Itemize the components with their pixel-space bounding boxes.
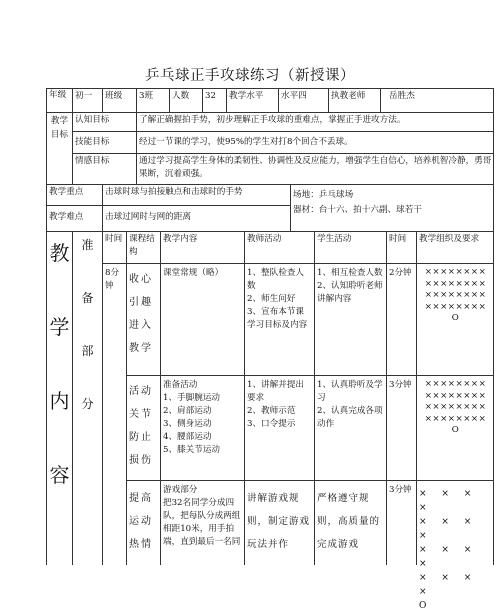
table-row-time: 3分钟 [386,480,416,565]
teacher-label: 执教老师 [328,88,380,112]
col-org-header: 教学组织及要求 [416,231,494,263]
class-value: 3班 [136,88,169,112]
table-row-student: 1、认真聆听及学习 2、认真完成各项动作 [314,375,386,480]
table-row-org: ×××××××× ×××××××× ×××××××× ×××××××× O [416,375,494,480]
content-char-4: 容 [49,463,70,487]
level-value: 水平四 [278,88,328,112]
count-value: 32 [202,88,226,112]
col-time-header: 时间 [102,231,126,263]
prep-time-cell: 8分钟 [102,263,126,565]
table-row-org: × × × × × × × × × × × × × × × × O [416,480,494,565]
table-row-time: 2分钟 [386,263,416,375]
table-row-content: 准备活动 1、手脚腕运动 2、肩部运动 3、侧身运动 4、腰部运动 5、膝关节运动 [160,375,244,480]
emotion-goal-label: 情感目标 [72,153,136,184]
table-row-student: 严格遵守规则，高质量的完成游戏 [314,480,386,565]
table-row-structure: 收心引趣进入教学 [126,263,160,375]
cognitive-goal-text: 了解正确握拍手势，初步理解正手攻球的重难点，掌握正手进攻方法。 [136,112,494,131]
difficulty-text: 击球过网时与网的距离 [102,205,290,231]
col-content-header: 教学内容 [160,231,244,263]
teacher-value: 岳胜杰 [380,88,494,112]
prep-char-1: 准 [81,238,94,252]
content-section-label [46,231,72,565]
content-char-1: 教 [49,241,70,265]
grade-value: 初一 [72,88,102,112]
skill-goal-text: 经过一节课的学习，使95%的学生对打8个回合不丢球。 [136,131,494,153]
table-row-structure: 提高运动热情 [126,480,160,565]
skill-goal-label: 技能目标 [72,131,136,153]
table-row-teacher: 1、整队检查人数 2、师生问好 3、宣布本节课学习目标及内容 [244,263,314,375]
goals-section-label: 教学目标 [46,112,72,184]
table-row-teacher: 1、讲解并提出要求 2、教师示范 3、口令提示 [244,375,314,480]
table-row-structure: 活动关节防止损伤 [126,375,160,480]
page-title: 乒乓球正手攻球练习（新授课） [145,68,355,84]
col-teacher-header: 教师活动 [244,231,314,263]
difficulty-label: 教学难点 [46,205,102,231]
focus-label: 教学重点 [46,184,102,205]
prep-char-4: 分 [81,397,94,411]
level-label: 教学水平 [226,88,278,112]
venue-text: 场地：乒乓球场 [293,190,354,200]
emotion-goal-text: 通过学习提高学生身体的柔韧性、协调性及反应能力，增强学生自信心，培养机智冷静，勇哥果断，沉着顽强。 [136,153,494,184]
table-row-content: 课堂常规（略） [160,263,244,375]
class-label: 班级 [102,88,136,112]
equipment-text: 器材：台十六、拍十六副、球若干 [293,205,422,215]
prep-char-2: 备 [81,291,94,305]
count-label: 人数 [169,88,202,112]
col-student-header: 学生活动 [314,231,386,263]
prep-part-label [72,231,102,565]
table-row-org: ×××××××× ×××××××× ×××××××× ×××××××× O [416,263,494,375]
table-row-student: 1、相互检查人数 2、认知聆听老师讲解内容 [314,263,386,375]
grade-label: 年级 [46,88,72,112]
table-row-content: 游戏部分 把32名同学分成四队，把每队分成两组相距10米，用手拍端，直到最后一名同 [160,480,244,565]
content-char-3: 内 [49,389,70,413]
col-time2-header: 时间 [386,231,416,263]
prep-char-3: 部 [81,344,94,358]
content-char-2: 学 [49,315,70,339]
focus-text: 击球时球与拍接触点和击球时的手势 [102,184,290,205]
venue-equipment-cell [290,184,494,231]
col-structure-header: 课程结构 [126,231,160,263]
table-row-teacher: 讲解游戏规则，制定游戏玩法并作 [244,480,314,565]
table-row-time: 3分钟 [386,375,416,480]
cognitive-goal-label: 认知目标 [72,112,136,131]
